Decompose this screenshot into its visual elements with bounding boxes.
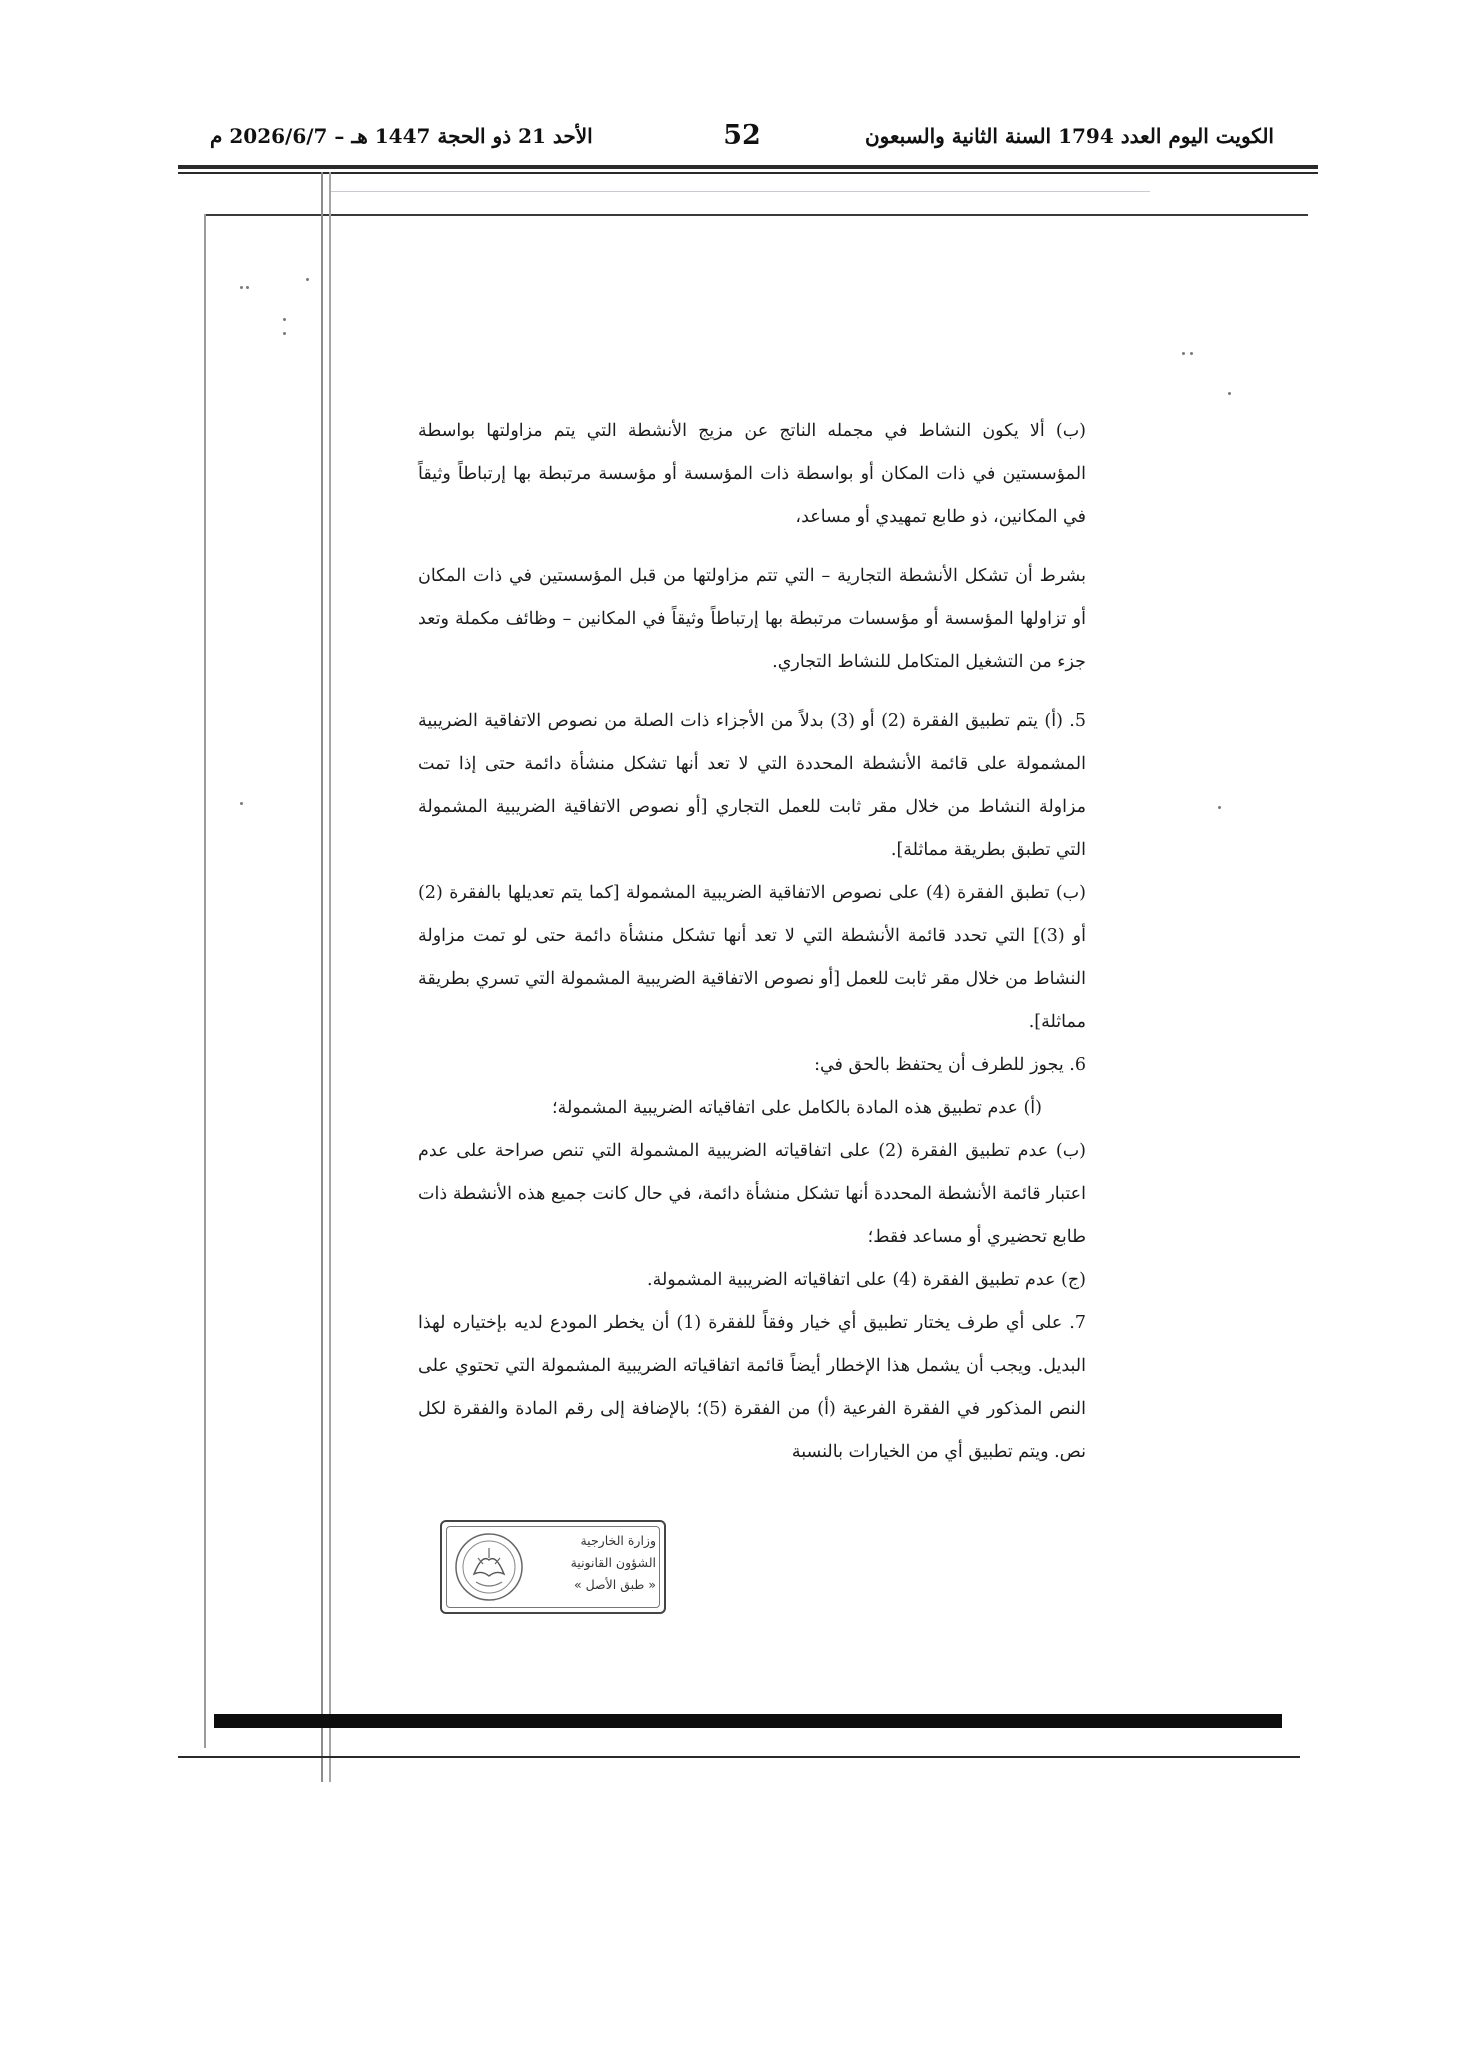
scan-speck (283, 318, 286, 321)
scan-left-border (204, 214, 206, 1748)
item-6a: (أ) عدم تطبيق هذه المادة بالكامل على اتفاقياته الضريبية المشمولة؛ (552, 1098, 1042, 1118)
certification-stamp (440, 1520, 666, 1614)
header-rule-thick (178, 165, 1318, 169)
scan-speck (1218, 806, 1221, 809)
item-5b: (ب) تطبق الفقرة (4) على نصوص الاتفاقية الضريبية المشمولة [كما يتم تعديلها بالفقرة (2) أو (3)] التي تحدد قائمة الأنشطة التي لا تعد أنها تشكل منشأة دائمة حتى لو تمت مزاولة النشاط من خلال مقر ثابت للعمل [أو نصوص الاتفاقية الضريبية المشمولة التي تسري بطريقة مماثلة]. (418, 883, 1086, 1032)
scan-speck (283, 332, 286, 335)
binding-line-inner (329, 172, 331, 1782)
stamp-line-ministry: وزارة الخارجية (580, 1533, 656, 1548)
publication-info: الكويت اليوم العدد 1794 السنة الثانية والسبعون (864, 124, 1274, 148)
item-6c: (ج) عدم تطبيق الفقرة (4) على اتفاقياته الضريبية المشمولة. (647, 1270, 1086, 1290)
page-number: 52 (723, 120, 761, 151)
scan-speck (1190, 352, 1193, 355)
scan-edge-faint (330, 191, 1150, 192)
document-body (418, 410, 1086, 1470)
header-rule-thin (178, 172, 1318, 174)
scan-bottom-bar (214, 1714, 1282, 1728)
stamp-line-department: الشؤون القانونية (570, 1555, 656, 1570)
scan-speck (1228, 392, 1231, 395)
issue-date: الأحد 21 ذو الحجة 1447 هـ – 2026/6/7 م (210, 124, 593, 148)
running-header (210, 118, 1274, 158)
item-6-intro: 6. يجوز للطرف أن يحتفظ بالحق في: (814, 1055, 1086, 1075)
paragraph-b: (ب) ألا يكون النشاط في مجمله الناتج عن مزيج الأنشطة التي يتم مزاولتها بواسطة المؤسستين في ذات المكان أو بواسطة ذات المؤسسة أو مؤسسة مرتبطة بها إرتباطاً وثيقاً في المكانين، ذو طابع تمهيدي أو مساعد، (418, 421, 1086, 527)
scan-speck (240, 286, 243, 289)
item-5a: 5. (أ) يتم تطبيق الفقرة (2) أو (3) بدلاً من الأجزاء ذات الصلة من نصوص الاتفاقية الضريبية المشمولة على قائمة الأنشطة المحددة التي لا تعد أنها تشكل منشأة دائمة حتى إذا تمت مزاولة النشاط من خلال مقر ثابت للعمل التجاري [أو نصوص الاتفاقية الضريبية المشمولة التي تطبق بطريقة مماثلة]. (418, 711, 1087, 860)
scan-speck (240, 802, 243, 805)
emblem-seal-icon (452, 1530, 526, 1604)
stamp-text (536, 1530, 656, 1596)
paragraph-condition: بشرط أن تشكل الأنشطة التجارية – التي تتم مزاولتها من قبل المؤسستين في ذات المكان أو تزاولها المؤسسة أو مؤسسات مرتبطة بها إرتباطاً وثيقاً في المكانين – وظائف مكملة وتعد جزء من التشغيل المتكامل للنشاط التجاري. (418, 566, 1086, 672)
scan-top-border (204, 214, 1308, 216)
scan-speck (306, 278, 309, 281)
item-6b: (ب) عدم تطبيق الفقرة (2) على اتفاقياته الضريبية المشمولة التي تنص صراحة على عدم اعتبار قائمة الأنشطة المحددة أنها تشكل منشأة دائمة، في حال كانت جميع هذه الأنشطة ذات طابع تحضيري أو مساعد فقط؛ (418, 1141, 1086, 1247)
scan-speck (246, 286, 249, 289)
binding-line-outer (321, 172, 323, 1782)
page-bottom-rule (178, 1756, 1300, 1758)
item-7: 7. على أي طرف يختار تطبيق أي خيار وفقاً للفقرة (1) أن يخطر المودع لديه بإختياره لهذا البديل. ويجب أن يشمل هذا الإخطار أيضاً قائمة اتفاقياته الضريبية المشمولة التي تحتوي على النص المذكور في الفقرة الفرعية (أ) من الفقرة (5)؛ بالإضافة إلى رقم المادة والفقرة لكل نص. ويتم تطبيق أي من الخيارات بالنسبة (418, 1313, 1086, 1462)
stamp-line-certified: « طبق الأصل » (573, 1577, 656, 1592)
scan-speck (1182, 352, 1185, 355)
